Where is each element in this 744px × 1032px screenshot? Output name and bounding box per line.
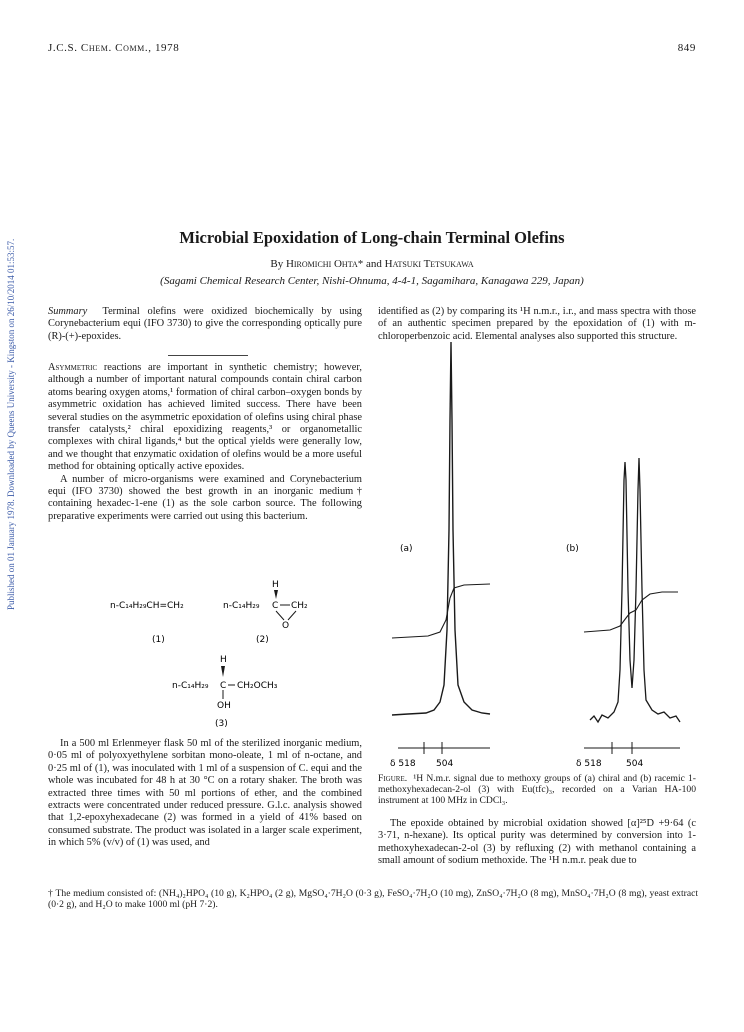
- left-column-experimental: [48, 738, 362, 850]
- right-para1: identified as (2) by comparing its ¹H n.m.r., i.r., and mass spectra with those of an authentic specimen prepared by the epoxidation of (1) with m-chloroperbenzoic acid. Elemental analyses also supported this structure.: [378, 306, 696, 342]
- left-column-intro: [48, 362, 362, 523]
- page-number: 849: [677, 42, 696, 54]
- article-title: Microbial Epoxidation of Long-chain Terminal Olefins: [179, 228, 565, 247]
- spectrum-b-integral: [584, 592, 678, 632]
- by-prefix: By: [270, 258, 284, 270]
- structure-2-wedge: [274, 590, 278, 599]
- structure-2-label: (2): [256, 635, 269, 645]
- para1-lead: Asymmetric: [48, 362, 98, 373]
- axis-b-label-1: δ 518: [576, 759, 602, 769]
- chemical-structures: [90, 578, 360, 730]
- figure-caption: [378, 773, 696, 806]
- summary-label: Summary: [48, 306, 88, 317]
- spectrum-a-trace: [392, 342, 490, 715]
- affiliation: (Sagami Chemical Research Center, Nishi-Ohnuma, 4-4-1, Sagamihara, Kanagawa 229, Japan): [160, 275, 584, 287]
- axis-a-label-1: δ 518: [390, 759, 416, 769]
- and-word: and: [365, 258, 382, 270]
- para1-text: reactions are important in synthetic chemistry; however, although a number of important natural compounds contain chiral carbon atoms bearing oxygen atoms,¹ formation of chiral carbon–oxygen bonds by asymmetric oxidation has achieved limited success. There have been several studies on the asymmetric epoxidation of olefins using chiral phase transfer catalysts,² chiral epoxidizing reagents,³ or organometallic complexes with chiral ligands,⁴ but the optical yields were generally low, and we thought that enzymatic oxidation of olefins would be a more useful method for obtaining optically active epoxides.: [48, 362, 362, 473]
- right-para2: The epoxide obtained by microbial oxidation showed [α]²⁵D +9·64 (c 3·71, n-hexane). Its optical purity was determined by conversion into 1-methoxyhexadecan-2-ol (3) by refluxing (2) with methanol containing a small amount of sodium methoxide. The ¹H n.m.r. peak due to: [378, 818, 696, 867]
- para3-text: In a 500 ml Erlenmeyer flask 50 ml of the sterilized inorganic medium, 0·05 ml of polyoxyethylene sorbitan mono-oleate, 1 ml of n-octane, and 0·25 ml of (1), was inoculated with 1 ml of a suspension of C. equi and the whole was incubated for 48 h at 30 °C on a rotary shaker. The broth was extracted three times with 50 ml portions of ether, and the combined extracts were concentrated under reduced pressure. G.l.c. analysis showed that 1,2-epoxyhexadecane (2) was formed in a yield of 41% based on consumed substrate. The product was isolated in a larger scale experiment, in which 5% (v/v) of (1) was used, and: [48, 738, 362, 849]
- figure-caption-lead: Figure.: [378, 773, 408, 784]
- structure-3-right: CH₂OCH₃: [237, 681, 278, 691]
- author-1: Hiromichi Ohta*: [285, 258, 364, 270]
- structure-3-label: (3): [215, 719, 228, 729]
- panel-b-label: (b): [566, 544, 579, 554]
- axis-b-label-2: 504: [626, 759, 644, 769]
- axis-a-label-2: 504: [436, 759, 454, 769]
- structure-2-carbon: C: [272, 601, 279, 611]
- structure-1: n-C₁₄H₂₉CH=CH₂: [110, 601, 184, 611]
- download-notice[interactable]: Published on 01 January 1978. Downloaded by Queens University - Kingston on 26/10/2014 01:53:57.: [6, 238, 16, 610]
- structure-2-oxygen: O: [282, 621, 290, 631]
- structure-2-h: H: [272, 580, 279, 590]
- summary-rule: [168, 355, 248, 356]
- structure-3-oh: OH: [217, 701, 231, 711]
- spectrum-a-integral: [392, 584, 490, 638]
- structure-3-carbon: C: [220, 681, 227, 691]
- structure-2-epoxide-bond-a: [276, 611, 284, 620]
- structure-3-h: H: [220, 655, 227, 665]
- journal-header: J.C.S. Chem. Comm., 1978: [48, 42, 180, 54]
- nmr-figure: [378, 330, 696, 770]
- summary-block: [48, 306, 362, 343]
- structure-2-epoxide-bond-b: [288, 611, 296, 620]
- para2-text: A number of micro-organisms were examined and Corynebacterium equi (IFO 3730) showed the best growth in an inorganic medium† containing hexadec-1-ene (1) as the sole carbon source. The following preparative experiments were carried out using this bacterium.: [48, 473, 362, 522]
- author-2: Hatsuki Tetsukawa: [384, 258, 474, 270]
- structure-1-label: (1): [152, 635, 165, 645]
- panel-a-label: (a): [400, 544, 413, 554]
- structure-3-wedge: [221, 666, 225, 677]
- structure-3-chain: n-C₁₄H₂₉: [172, 681, 209, 691]
- author-line: [0, 258, 744, 270]
- spectrum-b-trace: [590, 458, 680, 722]
- right-column-bottom: [378, 818, 696, 868]
- footnote: † The medium consisted of: (NH₄)₂HPO₄ (10 g), K₂HPO₄ (2 g), MgSO₄·7H₂O (0·3 g), FeSO₄·7H₂O (10 mg), ZnSO₄·7H₂O (8 mg), MnSO₄·7H₂O (8 mg), yeast extract (0·2 g), and H₂O to make 1000 ml (pH 7·2).: [48, 888, 698, 911]
- figure-caption-text: ¹H N.m.r. signal due to methoxy groups of (a) chiral and (b) racemic 1-methoxyhexadecan-2-ol (3) with Eu(tfc)₃, recorded on a Varian HA-100 instrument at 100 MHz in CDCl₃.: [378, 773, 696, 806]
- summary-text: Terminal olefins were oxidized biochemically by using Corynebacterium equi (IFO 3730) to give the corresponding optically pure (R)-(+)-epoxides.: [48, 306, 362, 342]
- structure-2-ch2: CH₂: [291, 601, 308, 611]
- structure-2-chain: n-C₁₄H₂₉: [223, 601, 260, 611]
